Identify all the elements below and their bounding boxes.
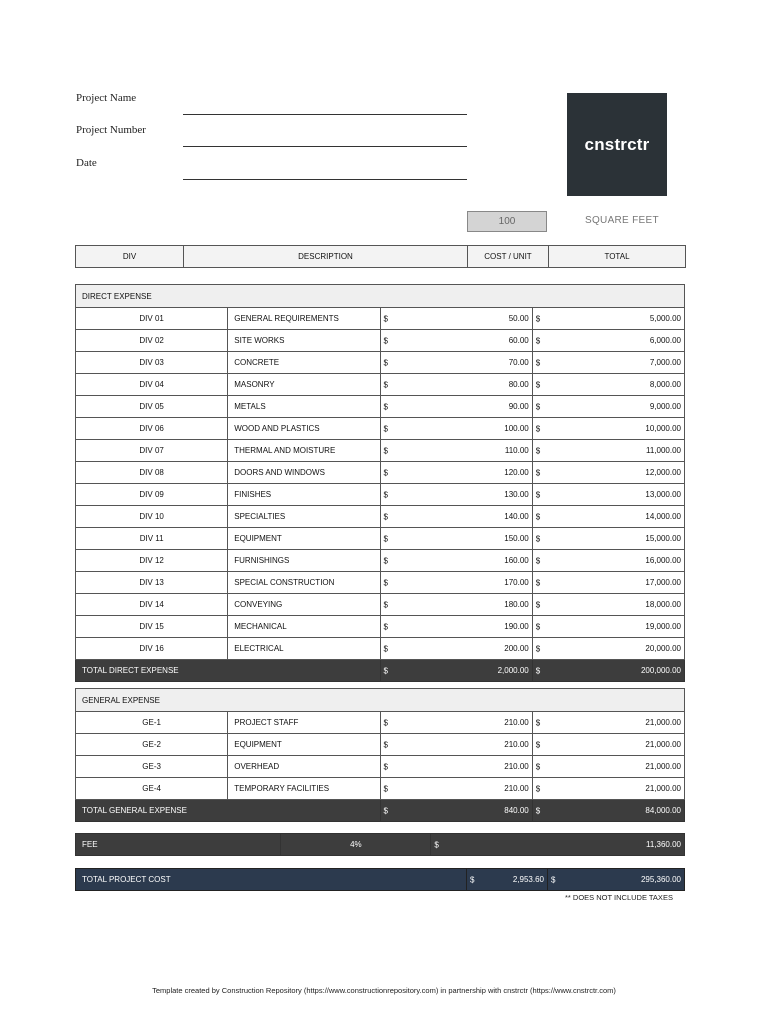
currency-symbol: $ (535, 600, 541, 609)
currency-symbol: $ (383, 556, 388, 565)
col-total: TOTAL (549, 246, 686, 268)
row-cost-unit[interactable]: 130.00 (504, 490, 529, 499)
direct-expense-title: DIRECT EXPENSE (76, 285, 685, 308)
row-total: 5,000.00 (649, 314, 681, 323)
taxes-note: ** DOES NOT INCLUDE TAXES (565, 893, 673, 902)
row-total: 14,000.00 (645, 512, 681, 521)
direct-expense-row (76, 506, 685, 528)
row-description: TEMPORARY FACILITIES (228, 778, 380, 800)
row-cost-unit[interactable]: 210.00 (504, 740, 529, 749)
fee-label: FEE (76, 834, 281, 856)
direct-expense-table (75, 284, 685, 682)
general-expense-row (76, 756, 685, 778)
direct-expense-row (76, 396, 685, 418)
row-total: 17,000.00 (645, 578, 681, 587)
currency-symbol: $ (535, 556, 541, 565)
row-cost-unit[interactable]: 210.00 (504, 762, 529, 771)
logo-text: cnstrctr (584, 134, 650, 154)
fee-table (75, 833, 685, 856)
row-cost-unit[interactable]: 100.00 (504, 424, 529, 433)
row-total: 21,000.00 (645, 784, 681, 793)
project-name-label: Project Name (76, 92, 137, 104)
row-total: 8,000.00 (649, 380, 681, 389)
row-cost-unit[interactable]: 80.00 (508, 380, 529, 389)
section-total-total: 84,000.00 (645, 806, 681, 815)
currency-symbol: $ (383, 600, 388, 609)
square-feet-input[interactable]: 100 (467, 211, 547, 232)
currency-symbol: $ (383, 380, 388, 389)
row-total: 18,000.00 (645, 600, 681, 609)
section-total-total: 200,000.00 (640, 666, 681, 675)
currency-symbol: $ (383, 314, 388, 323)
section-total-cost: 2,000.00 (497, 666, 529, 675)
direct_expense-total-row (76, 660, 685, 682)
row-div: DIV 04 (76, 374, 228, 396)
row-cost-unit[interactable]: 50.00 (508, 314, 529, 323)
row-cost-unit[interactable]: 150.00 (504, 534, 529, 543)
currency-symbol: $ (535, 446, 541, 455)
currency-symbol: $ (535, 512, 541, 521)
project-total-table (75, 868, 685, 891)
general-expense-row (76, 778, 685, 800)
row-div: DIV 03 (76, 352, 228, 374)
row-description: EQUIPMENT (228, 734, 380, 756)
fee-percent: 4% (281, 834, 431, 856)
currency-symbol: $ (383, 622, 388, 631)
row-div: DIV 13 (76, 572, 228, 594)
col-description: DESCRIPTION (184, 246, 468, 268)
date-field[interactable] (183, 179, 467, 180)
footer-credit: Template created by Construction Repository (https://www.constructionrepository.com) in partnership with cnstrctr (https://www.cnstrctr.com) (152, 986, 616, 995)
row-total: 12,000.00 (645, 468, 681, 477)
col-cost-unit: COST / UNIT (468, 246, 549, 268)
currency-symbol: $ (535, 358, 541, 367)
project-number-label: Project Number (76, 124, 146, 136)
row-description: CONVEYING (228, 594, 380, 616)
row-cost-unit[interactable]: 140.00 (504, 512, 529, 521)
row-div: DIV 12 (76, 550, 228, 572)
currency-symbol: $ (535, 666, 541, 675)
currency-symbol: $ (535, 468, 541, 477)
row-description: FURNISHINGS (228, 550, 380, 572)
project-name-field[interactable] (183, 114, 467, 115)
fee-total: 11,360.00 (646, 840, 681, 849)
currency-symbol: $ (470, 875, 475, 884)
currency-symbol: $ (535, 578, 541, 587)
row-total: 7,000.00 (649, 358, 681, 367)
direct-expense-row (76, 550, 685, 572)
project-total-label: TOTAL PROJECT COST (76, 869, 467, 891)
row-div: GE-1 (76, 712, 228, 734)
currency-symbol: $ (535, 806, 541, 815)
currency-symbol: $ (535, 622, 541, 631)
row-cost-unit[interactable]: 210.00 (504, 784, 529, 793)
currency-symbol: $ (383, 666, 388, 675)
col-div: DIV (76, 246, 184, 268)
row-div: GE-4 (76, 778, 228, 800)
row-description: WOOD AND PLASTICS (228, 418, 380, 440)
date-label: Date (76, 157, 97, 169)
currency-symbol: $ (383, 490, 388, 499)
row-total: 21,000.00 (645, 762, 681, 771)
direct-expense-row (76, 462, 685, 484)
row-total: 10,000.00 (645, 424, 681, 433)
currency-symbol: $ (383, 468, 388, 477)
project-total-total: 295,360.00 (640, 875, 681, 884)
row-div: DIV 06 (76, 418, 228, 440)
section-total-label: TOTAL DIRECT EXPENSE (76, 660, 381, 682)
row-cost-unit[interactable]: 110.00 (504, 446, 529, 455)
direct-expense-row (76, 616, 685, 638)
row-description: EQUIPMENT (228, 528, 380, 550)
row-description: SPECIAL CONSTRUCTION (228, 572, 380, 594)
row-total: 6,000.00 (649, 336, 681, 345)
row-div: DIV 05 (76, 396, 228, 418)
currency-symbol: $ (383, 578, 388, 587)
currency-symbol: $ (383, 740, 388, 749)
cnstrctr-logo (567, 93, 667, 196)
row-total: 20,000.00 (645, 644, 681, 653)
row-description: FINISHES (228, 484, 380, 506)
row-total: 11,000.00 (646, 446, 681, 455)
project-total-cost: 2,953.60 (512, 875, 544, 884)
currency-symbol: $ (383, 762, 388, 771)
currency-symbol: $ (535, 534, 541, 543)
row-description: MASONRY (228, 374, 380, 396)
row-total: 21,000.00 (645, 718, 681, 727)
row-description: THERMAL AND MOISTURE (228, 440, 380, 462)
currency-symbol: $ (383, 358, 388, 367)
row-div: GE-3 (76, 756, 228, 778)
row-div: DIV 10 (76, 506, 228, 528)
general-expense-row (76, 734, 685, 756)
row-total: 19,000.00 (645, 622, 681, 631)
direct-expense-row (76, 330, 685, 352)
row-div: DIV 07 (76, 440, 228, 462)
direct-expense-row (76, 484, 685, 506)
row-description: PROJECT STAFF (228, 712, 380, 734)
currency-symbol: $ (383, 644, 388, 653)
column-header (75, 245, 686, 268)
row-description: MECHANICAL (228, 616, 380, 638)
currency-symbol: $ (551, 875, 556, 884)
currency-symbol: $ (535, 424, 541, 433)
direct-expense-row (76, 572, 685, 594)
row-div: DIV 08 (76, 462, 228, 484)
row-cost-unit[interactable]: 170.00 (504, 578, 529, 587)
row-total: 21,000.00 (645, 740, 681, 749)
currency-symbol: $ (535, 784, 541, 793)
row-div: DIV 09 (76, 484, 228, 506)
general_expense-total-row (76, 800, 685, 822)
currency-symbol: $ (383, 718, 388, 727)
row-cost-unit[interactable]: 60.00 (508, 336, 529, 345)
currency-symbol: $ (535, 740, 541, 749)
general-expense-title: GENERAL EXPENSE (76, 689, 685, 712)
row-div: DIV 14 (76, 594, 228, 616)
row-description: GENERAL REQUIREMENTS (228, 308, 380, 330)
direct-expense-row (76, 352, 685, 374)
row-div: DIV 15 (76, 616, 228, 638)
row-cost-unit[interactable]: 70.00 (508, 358, 529, 367)
currency-symbol: $ (383, 402, 388, 411)
currency-symbol: $ (535, 718, 541, 727)
row-div: GE-2 (76, 734, 228, 756)
currency-symbol: $ (383, 534, 388, 543)
project-number-field[interactable] (183, 146, 467, 147)
square-feet-label: SQUARE FEET (585, 215, 659, 226)
row-description: SPECIALTIES (228, 506, 380, 528)
row-cost-unit[interactable]: 180.00 (504, 600, 529, 609)
row-cost-unit[interactable]: 210.00 (504, 718, 529, 727)
currency-symbol: $ (535, 336, 541, 345)
direct-expense-row (76, 594, 685, 616)
currency-symbol: $ (383, 784, 388, 793)
row-description: ELECTRICAL (228, 638, 380, 660)
section-total-label: TOTAL GENERAL EXPENSE (76, 800, 381, 822)
row-cost-unit[interactable]: 90.00 (508, 402, 529, 411)
row-cost-unit[interactable]: 160.00 (504, 556, 529, 565)
direct-expense-row (76, 638, 685, 660)
row-cost-unit[interactable]: 200.00 (504, 644, 529, 653)
currency-symbol: $ (383, 336, 388, 345)
row-div: DIV 02 (76, 330, 228, 352)
direct-expense-row (76, 440, 685, 462)
row-description: SITE WORKS (228, 330, 380, 352)
direct-expense-row (76, 528, 685, 550)
currency-symbol: $ (535, 762, 541, 771)
currency-symbol: $ (383, 806, 388, 815)
row-description: OVERHEAD (228, 756, 380, 778)
row-description: METALS (228, 396, 380, 418)
section-total-cost: 840.00 (504, 806, 529, 815)
row-div: DIV 01 (76, 308, 228, 330)
currency-symbol: $ (434, 840, 439, 849)
general-expense-row (76, 712, 685, 734)
row-total: 9,000.00 (649, 402, 681, 411)
currency-symbol: $ (383, 512, 388, 521)
currency-symbol: $ (535, 490, 541, 499)
row-total: 15,000.00 (645, 534, 681, 543)
row-cost-unit[interactable]: 190.00 (504, 622, 529, 631)
direct-expense-row (76, 374, 685, 396)
currency-symbol: $ (535, 314, 541, 323)
row-description: DOORS AND WINDOWS (228, 462, 380, 484)
direct-expense-row (76, 418, 685, 440)
currency-symbol: $ (535, 644, 541, 653)
row-div: DIV 16 (76, 638, 228, 660)
direct-expense-row (76, 308, 685, 330)
row-total: 13,000.00 (645, 490, 681, 499)
row-total: 16,000.00 (645, 556, 681, 565)
general-expense-table (75, 688, 685, 822)
currency-symbol: $ (535, 380, 541, 389)
currency-symbol: $ (383, 446, 388, 455)
row-div: DIV 11 (76, 528, 228, 550)
currency-symbol: $ (535, 402, 541, 411)
row-cost-unit[interactable]: 120.00 (504, 468, 529, 477)
row-description: CONCRETE (228, 352, 380, 374)
currency-symbol: $ (383, 424, 388, 433)
